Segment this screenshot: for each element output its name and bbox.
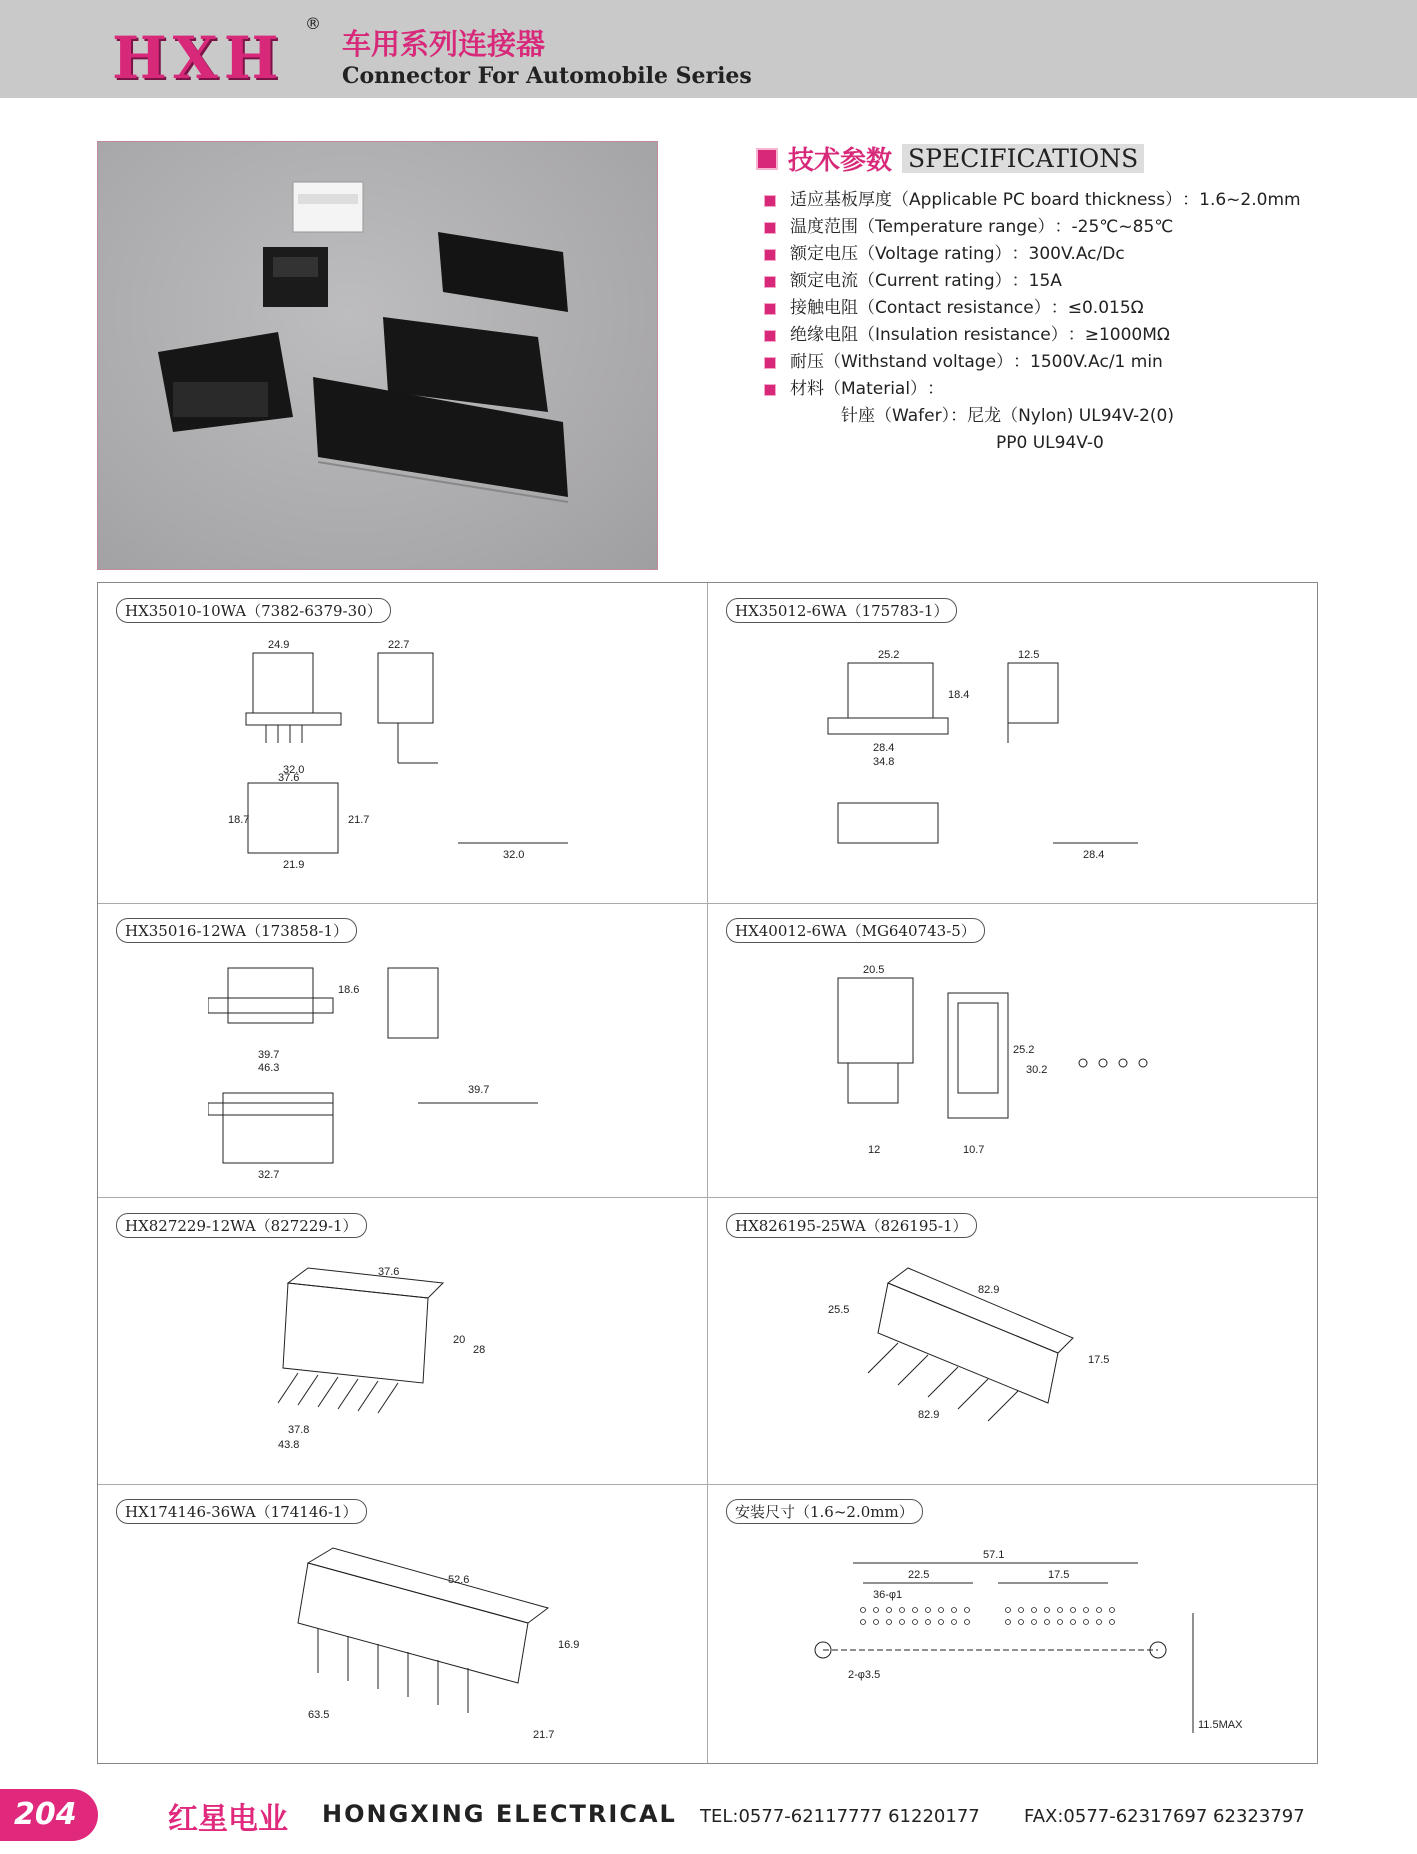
dim-label: 25.2 [878, 649, 900, 661]
dim-label: 11.5MAX [1198, 1719, 1243, 1731]
drawing-hx40012 [808, 953, 1258, 1183]
bullet-icon [764, 357, 776, 369]
drawing-hx827229 [248, 1243, 668, 1473]
page-title-cn: 车用系列连接器 [342, 27, 546, 61]
dim-label: 21.7 [533, 1729, 555, 1741]
grid-divider [98, 1197, 1317, 1198]
material-wafer: 针座（Wafer）：尼龙（Nylon) UL94V-2(0) [841, 406, 1174, 426]
dim-label: 16.9 [558, 1639, 580, 1651]
spec-item: 接触电阻（Contact resistance） ：≤0.015Ω [764, 295, 1326, 322]
connector-angled-icon [158, 332, 293, 432]
bullet-icon [764, 384, 776, 396]
dim-label: 18.6 [338, 984, 360, 996]
dim-label: 39.7 [468, 1084, 490, 1096]
spec-list [764, 187, 1326, 403]
dim-label: 22.5 [908, 1569, 930, 1581]
dim-label: 18.4 [948, 689, 970, 701]
company-name-en: HONGXING ELECTRICAL [322, 1800, 677, 1828]
cell-label: HX174146-36WA（174146-1） [116, 1499, 367, 1524]
page-header [0, 0, 1417, 98]
fax: FAX:0577-62317697 62323797 [1024, 1806, 1305, 1827]
dim-label: 30.2 [1026, 1064, 1048, 1076]
dim-label: 2-φ3.5 [848, 1669, 881, 1681]
connector-white-icon [293, 182, 363, 232]
drawing-hx35012 [798, 643, 1268, 883]
telephone: TEL:0577-62117777 61220177 [700, 1806, 980, 1827]
dim-label: 34.8 [873, 756, 895, 768]
dim-label: 46.3 [258, 1062, 280, 1074]
cell-label: HX826195-25WA（826195-1） [726, 1213, 977, 1238]
dim-label: 21.7 [348, 814, 370, 826]
dim-label: 37.6 [278, 772, 300, 784]
spec-item: 耐压（Withstand voltage） ：1500V.Ac/1 min [764, 349, 1326, 376]
dim-label: 24.9 [268, 639, 290, 651]
dim-label: 32.7 [258, 1169, 280, 1181]
dim-label: 20 [453, 1334, 466, 1346]
dim-label: 17.5 [1048, 1569, 1070, 1581]
product-photo [97, 141, 658, 570]
grid-divider [98, 1484, 1317, 1485]
material-pp0: PP0 UL94V-0 [996, 433, 1104, 453]
spec-item: 适应基板厚度（Applicable PC board thickness） ：1.6~2.0mm [764, 187, 1326, 214]
cell-label: HX827229-12WA（827229-1） [116, 1213, 367, 1238]
page-number: 204 [14, 1797, 77, 1832]
drawing-hx826195 [808, 1243, 1268, 1473]
dim-label: 12.5 [1018, 649, 1040, 661]
drawing-hx174146 [218, 1533, 678, 1753]
dim-label: 32.0 [503, 849, 525, 861]
company-name-cn: 红星电业 [168, 1802, 288, 1837]
brand-logo: HXH [112, 24, 285, 92]
cell-label: HX35010-10WA（7382-6379-30） [116, 598, 391, 623]
drawing-hx35010 [228, 633, 648, 883]
dim-label: 37.8 [288, 1424, 310, 1436]
dim-label: 18.7 [228, 814, 250, 826]
bullet-icon [764, 222, 776, 234]
cell-label: 安装尺寸（1.6~2.0mm） [726, 1499, 923, 1524]
cell-label: HX40012-6WA（MG640743-5） [726, 918, 985, 943]
dim-label: 36-φ1 [873, 1589, 903, 1601]
specifications-panel [756, 140, 1326, 457]
dim-label: 25.5 [828, 1304, 850, 1316]
spec-heading [756, 140, 1326, 177]
dim-label: 21.9 [283, 859, 305, 871]
dim-label: 28 [473, 1344, 486, 1356]
connector-short-icon [438, 232, 568, 312]
spec-item: 材料（Material） ： [764, 376, 1326, 403]
dim-label: 43.8 [278, 1439, 300, 1451]
drawing-grid [97, 582, 1318, 1764]
connector-small-icon [263, 247, 328, 307]
dim-label: 17.5 [1088, 1354, 1110, 1366]
dim-label: 63.5 [308, 1709, 330, 1721]
dim-label: 10.7 [963, 1144, 985, 1156]
drawing-hx35016 [208, 953, 648, 1183]
drawing-mounting [803, 1528, 1293, 1753]
bullet-icon [764, 303, 776, 315]
bullet-icon [764, 195, 776, 207]
cell-label: HX35012-6WA（175783-1） [726, 598, 957, 623]
dim-label: 32.0 [283, 764, 305, 776]
spec-item: 温度范围（Temperature range） ：-25℃~85℃ [764, 214, 1326, 241]
dim-label: 12 [868, 1144, 881, 1156]
dim-label: 22.7 [388, 639, 410, 651]
spec-heading-en: SPECIFICATIONS [902, 144, 1144, 173]
dim-label: 25.2 [1013, 1044, 1035, 1056]
registered-mark: ® [305, 14, 321, 33]
spec-item: 绝缘电阻（Insulation resistance） ：≥1000MΩ [764, 322, 1326, 349]
dim-label: 52.6 [448, 1574, 470, 1586]
heading-square-icon [756, 148, 778, 170]
dim-label: 37.6 [378, 1266, 400, 1278]
bullet-icon [764, 276, 776, 288]
dim-label: 28.4 [873, 742, 895, 754]
spec-heading-cn: 技术参数 [788, 146, 893, 176]
page-title-en: Connector For Automobile Series [342, 63, 752, 89]
grid-divider [98, 903, 1317, 904]
bullet-icon [764, 330, 776, 342]
dim-label: 57.1 [983, 1549, 1005, 1561]
dim-label: 28.4 [1083, 849, 1105, 861]
dim-label: 20.5 [863, 964, 885, 976]
cell-label: HX35016-12WA（173858-1） [116, 918, 357, 943]
dim-label: 82.9 [918, 1409, 940, 1421]
bullet-icon [764, 249, 776, 261]
dim-label: 39.7 [258, 1049, 280, 1061]
grid-divider [707, 583, 708, 1763]
dim-label: 82.9 [978, 1284, 1000, 1296]
spec-item: 额定电流（Current rating） ：15A [764, 268, 1326, 295]
spec-item: 额定电压（Voltage rating） ：300V.Ac/Dc [764, 241, 1326, 268]
